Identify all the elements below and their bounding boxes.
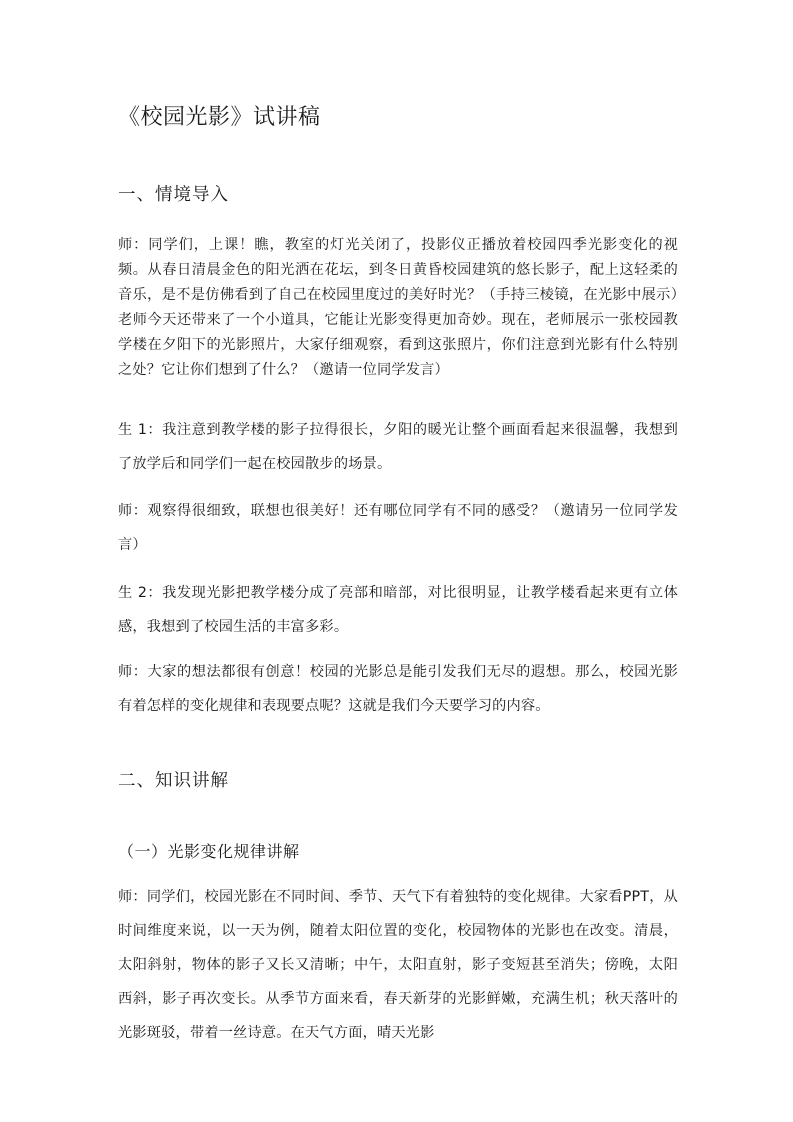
paragraph-teacher-intro: 师：同学们，上课！瞧，教室的灯光关闭了，投影仪正播放着校园四季光影变化的视频。从春日清晨金色的阳光洒在花坛，到冬日黄昏校园建筑的悠长影子，配上这轻柔的音乐，是不是仿佛看到了自己在校园里度过的美好时光？（手持三棱镜，在光影中展示）老师今天还带来了一个小道具，它能让光影变得更加奇妙。现在，老师展示一张校园教学楼在夕阳下的光影照片，大家仔细观察，看到这张照片，你们注意到光影有什么特别之处？它让你们想到了什么？（邀请一位同学发言）: [118, 237, 678, 378]
document-title: 《校园光影》试讲稿: [118, 105, 321, 130]
paragraph-light-rules: 师：同学们，校园光影在不同时间、季节、天气下有着独特的变化规律。大家看PPT，从时间维度来说，以一天为例，随着太阳位置的变化，校园物体的光影也在改变。清晨，太阳斜射，物体的影子又长又清晰；中午，太阳直射，影子变短甚至消失；傍晚，太阳西斜，影子再次变长。从季节方面来看，春天新芽的光影鲜嫩，充满生机；秋天落叶的光影斑驳，带着一丝诗意。在天气方面，晴天光影: [118, 889, 678, 1041]
subsection-heading-light-rules: （一）光影变化规律讲解: [118, 842, 300, 861]
paragraph-teacher-summary: 师：大家的想法都很有创意！校园的光影总是能引发我们无尽的遐想。那么，校园光影有着怎样的变化规律和表现要点呢？这就是我们今天要学习的内容。: [118, 664, 678, 714]
paragraph-student-2: 生 2：我发现光影把教学楼分成了亮部和暗部，对比很明显，让教学楼看起来更有立体感，我想到了校园生活的丰富多彩。: [118, 585, 678, 635]
paragraph-teacher-followup: 师：观察得很细致，联想也很美好！还有哪位同学有不同的感受？（邀请另一位同学发言）: [118, 503, 678, 553]
section-heading-knowledge: 二、知识讲解: [118, 771, 229, 791]
paragraph-student-1: 生 1：我注意到教学楼的影子拉得很长，夕阳的暖光让整个画面看起来很温馨，我想到了放学后和同学们一起在校园散步的场景。: [118, 422, 678, 472]
section-heading-intro: 一、情境导入: [118, 185, 229, 205]
